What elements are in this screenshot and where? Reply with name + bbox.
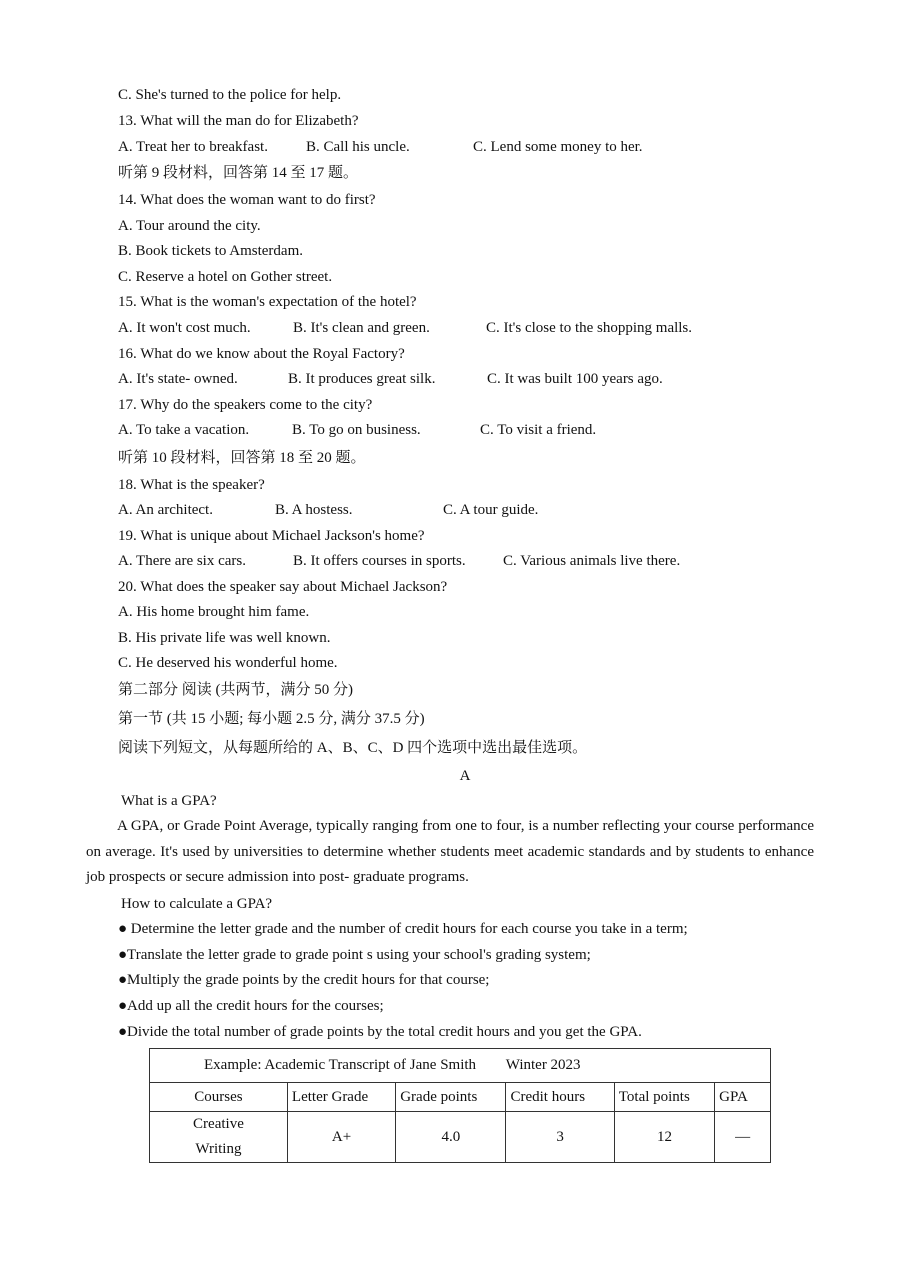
question-18: 18. What is the speaker? (118, 477, 265, 493)
bullet-step-4: ●Add up all the credit hours for the courses; (118, 998, 384, 1014)
q13-option-b: B. Call his uncle. (306, 139, 410, 155)
gpa-definition-paragraph: A GPA, or Grade Point Average, typically ranging from one to four, is a number reflecting your course performance on average. It's used by universities to determine whether students meet academic standards and by students to enhance job prospects or secure admission into post- graduate programs. (86, 818, 814, 885)
question-14: 14. What does the woman want to do first? (118, 192, 376, 208)
bullet-step-5: ●Divide the total number of grade points by the total credit hours and you get the GPA. (118, 1024, 642, 1040)
transcript-table (149, 1048, 771, 1163)
cell-credit-hours: 3 (506, 1112, 614, 1163)
q15-option-c: C. It's close to the shopping malls. (486, 320, 693, 336)
q15-option-a: A. It won't cost much. (118, 320, 251, 336)
header-gpa: GPA (715, 1083, 771, 1112)
question-16: 16. What do we know about the Royal Factory? (118, 346, 405, 362)
q16-option-c: C. It was built 100 years ago. (487, 371, 663, 387)
section-10-instruction: 听第 10 段材料，回答第 18 至 20 题。 (118, 450, 366, 466)
q16-option-a: A. It's state- owned. (118, 371, 238, 387)
cell-letter-grade: A+ (287, 1112, 395, 1163)
q16-option-b: B. It produces great silk. (288, 371, 436, 387)
reading-instruction: 阅读下列短文，从每题所给的 A、B、C、D 四个选项中选出最佳选项。 (118, 740, 588, 756)
section-9-instruction: 听第 9 段材料，回答第 14 至 17 题。 (118, 165, 359, 181)
question-19: 19. What is unique about Michael Jackson's home? (118, 528, 425, 544)
part-title: 第二部分 阅读 (共两节，满分 50 分) (118, 682, 353, 698)
header-grade-points: Grade points (396, 1083, 506, 1112)
cell-course: Creative Writing (150, 1112, 288, 1163)
cell-gpa: — (715, 1112, 771, 1163)
q18-option-a: A. An architect. (118, 502, 213, 518)
heading-how-to-calculate: How to calculate a GPA? (121, 896, 273, 912)
table-caption-row (150, 1049, 771, 1083)
bullet-step-3: ●Multiply the grade points by the credit hours for that course; (118, 972, 490, 988)
table-row (150, 1112, 771, 1163)
header-courses: Courses (150, 1083, 288, 1112)
heading-what-is-gpa: What is a GPA? (121, 793, 217, 809)
question-13: 13. What will the man do for Elizabeth? (118, 113, 359, 129)
passage-label: A (459, 768, 471, 784)
q18-option-c: C. A tour guide. (443, 502, 539, 518)
q20-option-c: C. He deserved his wonderful home. (118, 655, 338, 671)
header-total-points: Total points (614, 1083, 714, 1112)
bullet-step-1: ● Determine the letter grade and the number of credit hours for each course you take in a term; (118, 921, 688, 937)
table-header-row (150, 1083, 771, 1112)
q14-option-c: C. Reserve a hotel on Gother street. (118, 269, 333, 285)
q12-option-c: C. She's turned to the police for help. (118, 87, 342, 103)
q19-option-a: A. There are six cars. (118, 553, 246, 569)
q15-option-b: B. It's clean and green. (293, 320, 430, 336)
q17-option-b: B. To go on business. (292, 422, 421, 438)
q13-option-a: A. Treat her to breakfast. (118, 139, 268, 155)
q13-option-c: C. Lend some money to her. (473, 139, 643, 155)
question-20: 20. What does the speaker say about Michael Jackson? (118, 579, 448, 595)
section-title: 第一节 (共 15 小题; 每小题 2.5 分, 满分 37.5 分) (118, 711, 425, 727)
q17-option-a: A. To take a vacation. (118, 422, 250, 438)
question-17: 17. Why do the speakers come to the city? (118, 397, 373, 413)
q19-option-c: C. Various animals live there. (503, 553, 681, 569)
question-15: 15. What is the woman's expectation of the hotel? (118, 294, 417, 310)
q19-option-b: B. It offers courses in sports. (293, 553, 466, 569)
cell-grade-points: 4.0 (396, 1112, 506, 1163)
cell-total-points: 12 (614, 1112, 714, 1163)
bullet-step-2: ●Translate the letter grade to grade point s using your school's grading system; (118, 947, 591, 963)
table-caption: Example: Academic Transcript of Jane Smith Winter 2023 (150, 1049, 771, 1083)
q18-option-b: B. A hostess. (275, 502, 353, 518)
header-letter-grade: Letter Grade (287, 1083, 395, 1112)
q20-option-a: A. His home brought him fame. (118, 604, 310, 620)
header-credit-hours: Credit hours (506, 1083, 614, 1112)
q14-option-a: A. Tour around the city. (118, 218, 261, 234)
q14-option-b: B. Book tickets to Amsterdam. (118, 243, 303, 259)
q20-option-b: B. His private life was well known. (118, 630, 331, 646)
q17-option-c: C. To visit a friend. (480, 422, 597, 438)
